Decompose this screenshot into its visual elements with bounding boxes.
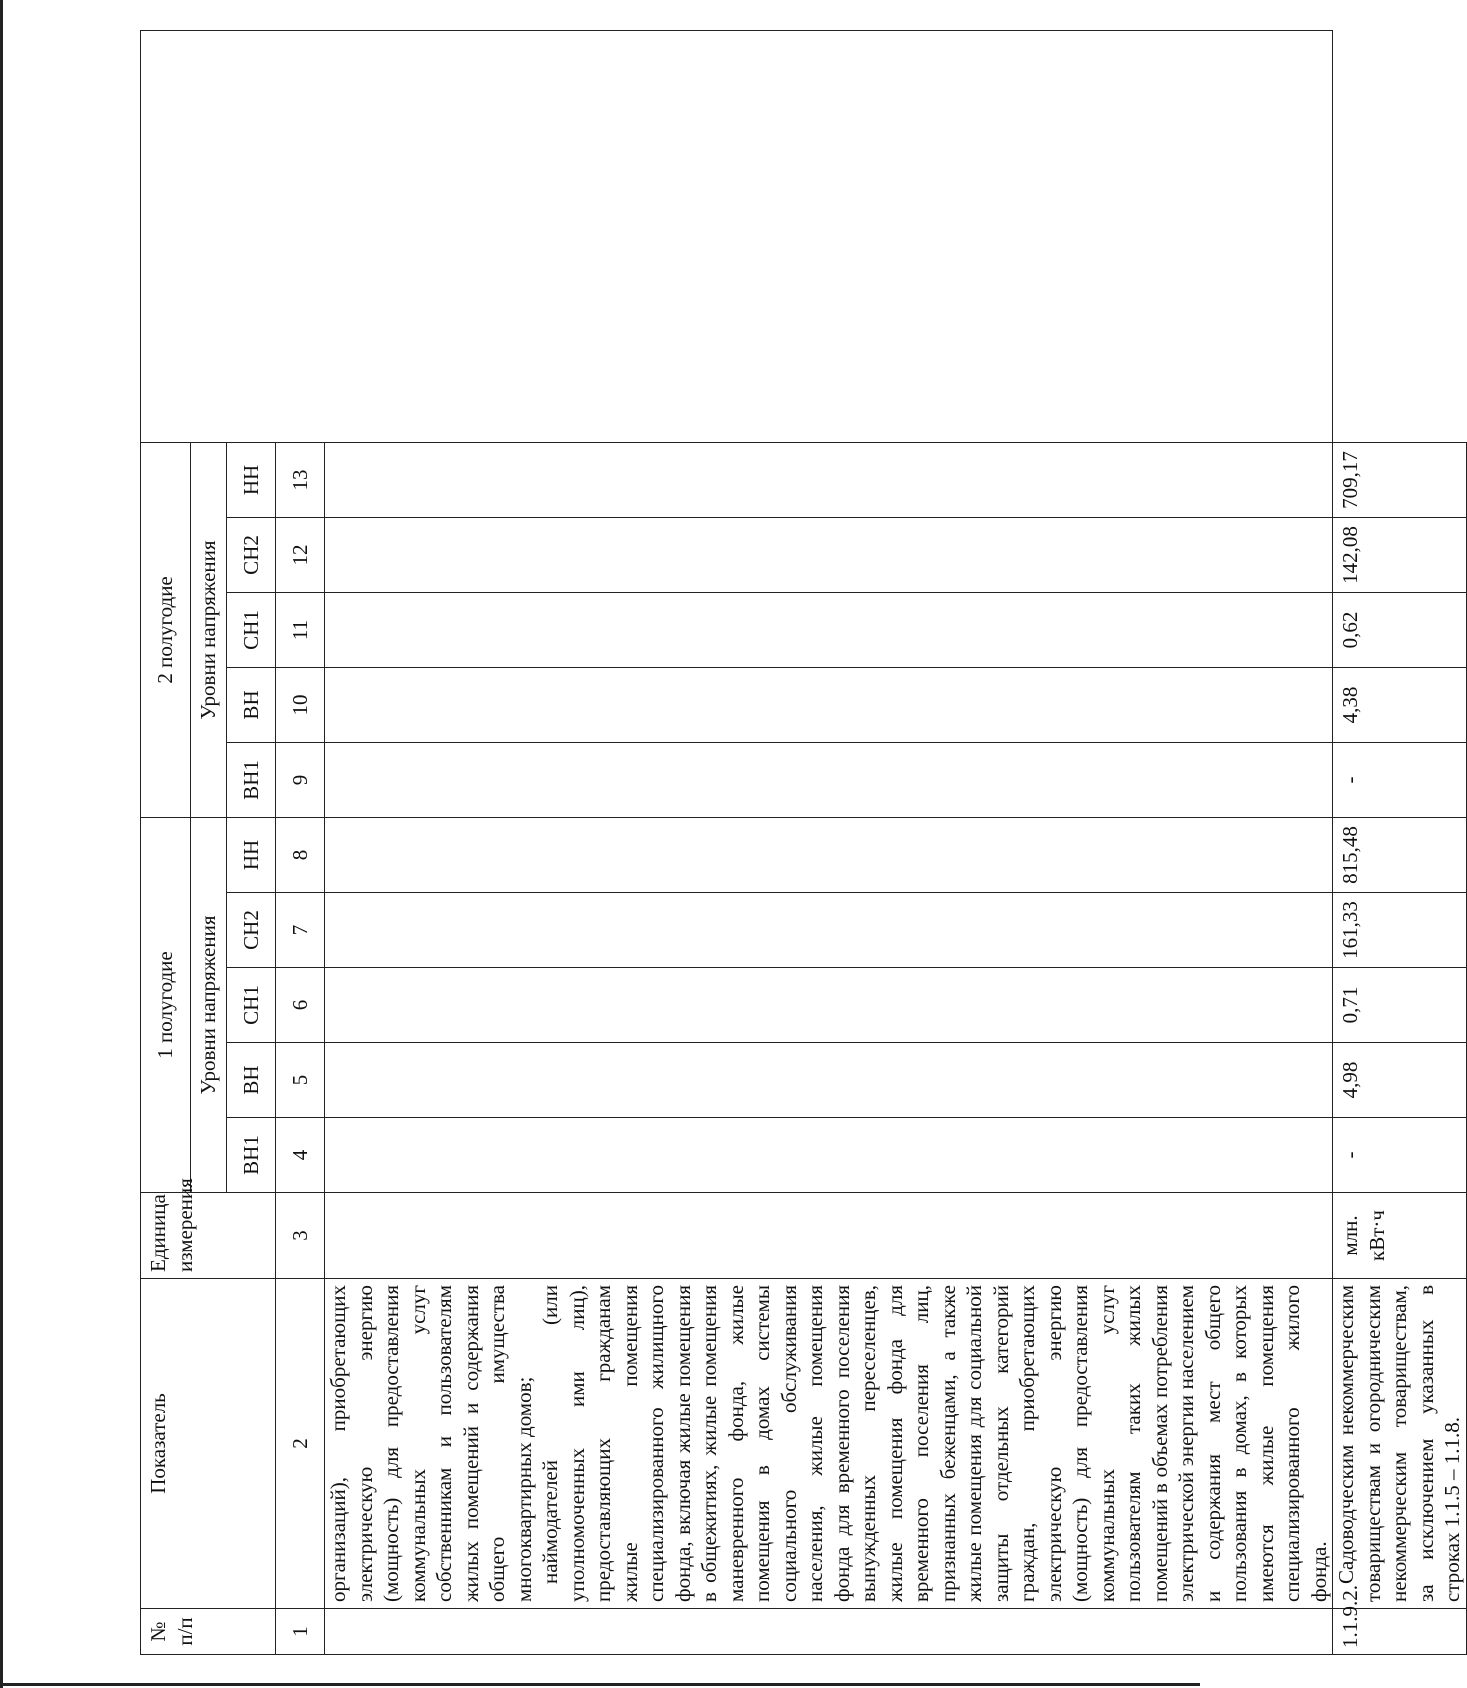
- row-value: 815,48: [1333, 817, 1467, 892]
- row-value: -: [1333, 1118, 1467, 1193]
- header-half2: 2 полугодие: [141, 442, 191, 817]
- header-levels-2: Уровни напряжения: [191, 442, 227, 817]
- header-num: № п/п: [141, 1609, 276, 1655]
- row-value: [325, 817, 1333, 892]
- row-value: -: [1333, 742, 1467, 817]
- row-value: [325, 893, 1333, 968]
- row-unit: млн. кВт·ч: [1333, 1193, 1467, 1279]
- row-indicator: [325, 1279, 1333, 1609]
- row-value: [325, 742, 1333, 817]
- row-indicator: [1333, 1279, 1467, 1609]
- row-value: [325, 592, 1333, 667]
- row-value: 0,71: [1333, 968, 1467, 1043]
- header-indicator: Показатель: [141, 1279, 276, 1609]
- row-value: 142,08: [1333, 517, 1467, 592]
- col-sn2-h2: СН2: [227, 517, 276, 592]
- row-value: 709,17: [1333, 442, 1467, 517]
- col-vn1-h1: ВН1: [227, 1118, 276, 1193]
- table-row: [1333, 31, 1467, 1655]
- right-blank: [141, 31, 1333, 443]
- colnum: 11: [276, 592, 325, 667]
- indicator-paragraph: организаций), приобретающих электрическую энергию (мощность) для предоставления коммунальных услуг собственникам и пользователям жилых помещений и содержания общего имущества многоквартирных домов;: [326, 1285, 536, 1602]
- colnum: 2: [276, 1279, 325, 1609]
- col-sn1-h2: СН1: [227, 592, 276, 667]
- row-value: 161,33: [1333, 893, 1467, 968]
- col-sn1-h1: СН1: [227, 968, 276, 1043]
- header-unit: Единица измерения: [141, 1193, 276, 1279]
- indicator-paragraph: наймодателей (или уполномоченных ими лиц), предоставляющих гражданам жилые помещения специализированного жилищного фонда, включая жилые помещения в общежитиях, жилые помещения маневренного фонда, жилые помещения в домах системы социального обслуживания населения, жилые помещения фонда для временного поселения вынужденных переселенцев, жилые помещения фонда для временного поселения лиц, признанных беженцами, а также жилые помещения для социальной защиты отдельных категорий граждан, приобретающих электрическую энергию (мощность) для предоставления коммунальных услуг пользователям таких жилых помещений в объемах потребления электрической энергии населением и содержания мест общего пользования в домах, в которых имеются жилые помещения специализированного жилого фонда.: [538, 1285, 1331, 1602]
- colnum: 7: [276, 893, 325, 968]
- header-levels-1: Уровни напряжения: [191, 817, 227, 1192]
- row-value: [325, 517, 1333, 592]
- colnum: 1: [276, 1609, 325, 1655]
- colnum: 13: [276, 442, 325, 517]
- row-value: [325, 968, 1333, 1043]
- header-row-1: [141, 31, 191, 1655]
- col-vn1-h2: ВН1: [227, 742, 276, 817]
- colnum: 9: [276, 742, 325, 817]
- colnum: 5: [276, 1043, 325, 1118]
- colnum: 6: [276, 968, 325, 1043]
- row-value: 0,62: [1333, 592, 1467, 667]
- colnum: 4: [276, 1118, 325, 1193]
- row-value: [325, 1118, 1333, 1193]
- colnum: 3: [276, 1193, 325, 1279]
- row-value: 4,38: [1333, 667, 1467, 742]
- row-unit: [325, 1193, 1333, 1279]
- row-num: 1.1.9.2.: [1333, 1609, 1467, 1655]
- row-value: 4,98: [1333, 1043, 1467, 1118]
- colnum: 10: [276, 667, 325, 742]
- row-value: [325, 1043, 1333, 1118]
- row-num: [325, 1609, 1333, 1655]
- col-vn-h2: ВН: [227, 667, 276, 742]
- colnum: 12: [276, 517, 325, 592]
- indicator-paragraph: Садоводческим некоммерческим товариществам и огородническим некоммерческим товариществам, за исключением указанных в строках 1.1.5 – 1.1.8.: [1334, 1285, 1464, 1602]
- col-nn-h1: НН: [227, 817, 276, 892]
- colnum: 8: [276, 817, 325, 892]
- col-vn-h1: ВН: [227, 1043, 276, 1118]
- col-sn2-h1: СН2: [227, 893, 276, 968]
- col-nn-h2: НН: [227, 442, 276, 517]
- header-half1: 1 полугодие: [141, 817, 191, 1192]
- row-value: [325, 442, 1333, 517]
- tariff-volume-table: [140, 30, 1467, 1655]
- row-value: [325, 667, 1333, 742]
